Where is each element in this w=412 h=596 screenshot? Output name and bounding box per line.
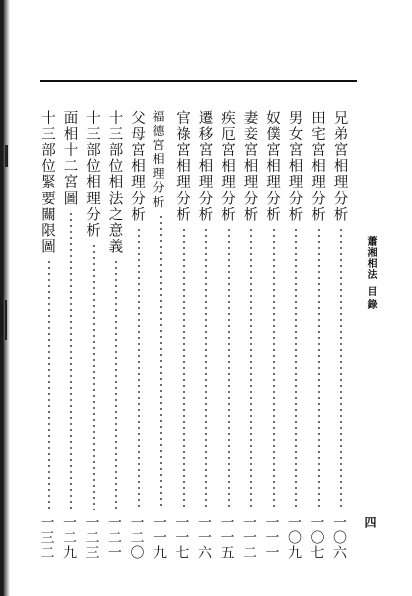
running-header-section: 目錄 bbox=[365, 286, 376, 312]
toc-entry bbox=[242, 110, 260, 588]
toc-entry-page-number: 一一六 bbox=[196, 515, 212, 560]
toc-entry bbox=[220, 110, 238, 588]
toc-entry-page-number: 一〇六 bbox=[331, 515, 347, 560]
toc-entry-title: 十三部位相理分析 bbox=[84, 110, 100, 239]
toc-leader-dots bbox=[294, 227, 298, 510]
toc-entry-page-number: 一一二 bbox=[241, 515, 257, 560]
toc-entry-title: 男女宮相理分析 bbox=[286, 110, 303, 223]
toc-entry-page-number: 一〇九 bbox=[286, 515, 302, 560]
toc-entry-title: 遷移宮相理分析 bbox=[196, 110, 213, 223]
toc-entry bbox=[197, 110, 215, 588]
toc-leader-dots bbox=[137, 227, 141, 510]
toc-entry-page-number: 一二三 bbox=[83, 515, 100, 560]
toc-leader-dots bbox=[339, 227, 343, 510]
toc-leader-dots bbox=[182, 227, 186, 510]
toc-entry-title: 十三部位緊要關限圖 bbox=[39, 110, 55, 255]
toc-entry-page-number: 一一九 bbox=[151, 515, 167, 560]
toc-entry-page-number: 一三二 bbox=[38, 515, 55, 560]
toc-entry bbox=[175, 110, 193, 588]
toc-entry bbox=[152, 110, 170, 588]
toc-entry bbox=[107, 110, 125, 588]
toc-entry bbox=[265, 110, 283, 588]
header-rule bbox=[40, 80, 357, 82]
toc-leader-dots bbox=[47, 259, 51, 510]
toc-entry-title: 奴僕宮相理分析 bbox=[264, 110, 280, 223]
toc-entry-title: 兄弟宮相理分析 bbox=[331, 110, 348, 223]
toc-entry-page-number: 一二〇 bbox=[128, 515, 145, 560]
toc-entry-title: 官祿宮相理分析 bbox=[174, 110, 190, 223]
toc-entry-page-number: 一一一 bbox=[263, 515, 280, 560]
toc-leader-dots bbox=[69, 211, 73, 510]
toc-leader-dots bbox=[249, 227, 253, 510]
toc-entry bbox=[40, 110, 58, 588]
toc-entry bbox=[310, 110, 328, 588]
toc-entry-title: 福德宮相理分析 bbox=[151, 110, 165, 210]
toc-entry-page-number: 一〇七 bbox=[308, 515, 325, 560]
toc-entry bbox=[62, 110, 80, 588]
toc-entry-title: 妻妾宮相理分析 bbox=[241, 110, 258, 223]
binding-shadow bbox=[0, 0, 10, 596]
toc-entry bbox=[130, 110, 148, 588]
toc-entry bbox=[332, 110, 350, 588]
folio-number: 四 bbox=[363, 516, 377, 528]
toc-entry-page-number: 一一七 bbox=[173, 515, 190, 560]
toc-entry-title: 父母宮相理分析 bbox=[129, 110, 145, 223]
scan-speck bbox=[5, 145, 8, 167]
toc-leader-dots bbox=[92, 243, 96, 510]
running-header-book-title: 蕭湘相法 bbox=[365, 236, 376, 280]
toc-leader-dots bbox=[114, 259, 118, 510]
scan-speck bbox=[5, 300, 7, 340]
toc-leader-dots bbox=[317, 227, 321, 510]
toc-leader-dots bbox=[159, 214, 163, 510]
toc-entry bbox=[287, 110, 305, 588]
toc-entry-title: 面相十二宮圖 bbox=[61, 110, 78, 207]
toc-entry-title: 田宅宮相理分析 bbox=[309, 110, 325, 223]
toc-leader-dots bbox=[204, 227, 208, 510]
toc-entry-page-number: 一二九 bbox=[61, 515, 77, 560]
toc-entry-page-number: 一一五 bbox=[218, 515, 235, 560]
toc-entry bbox=[85, 110, 103, 588]
toc-entry-title: 疾厄宮相理分析 bbox=[219, 110, 235, 223]
toc-leader-dots bbox=[272, 227, 276, 510]
toc-entry-page-number: 一二一 bbox=[106, 515, 122, 560]
toc-entry-title: 十三部位相法之意義 bbox=[106, 110, 123, 255]
toc-leader-dots bbox=[227, 227, 231, 510]
